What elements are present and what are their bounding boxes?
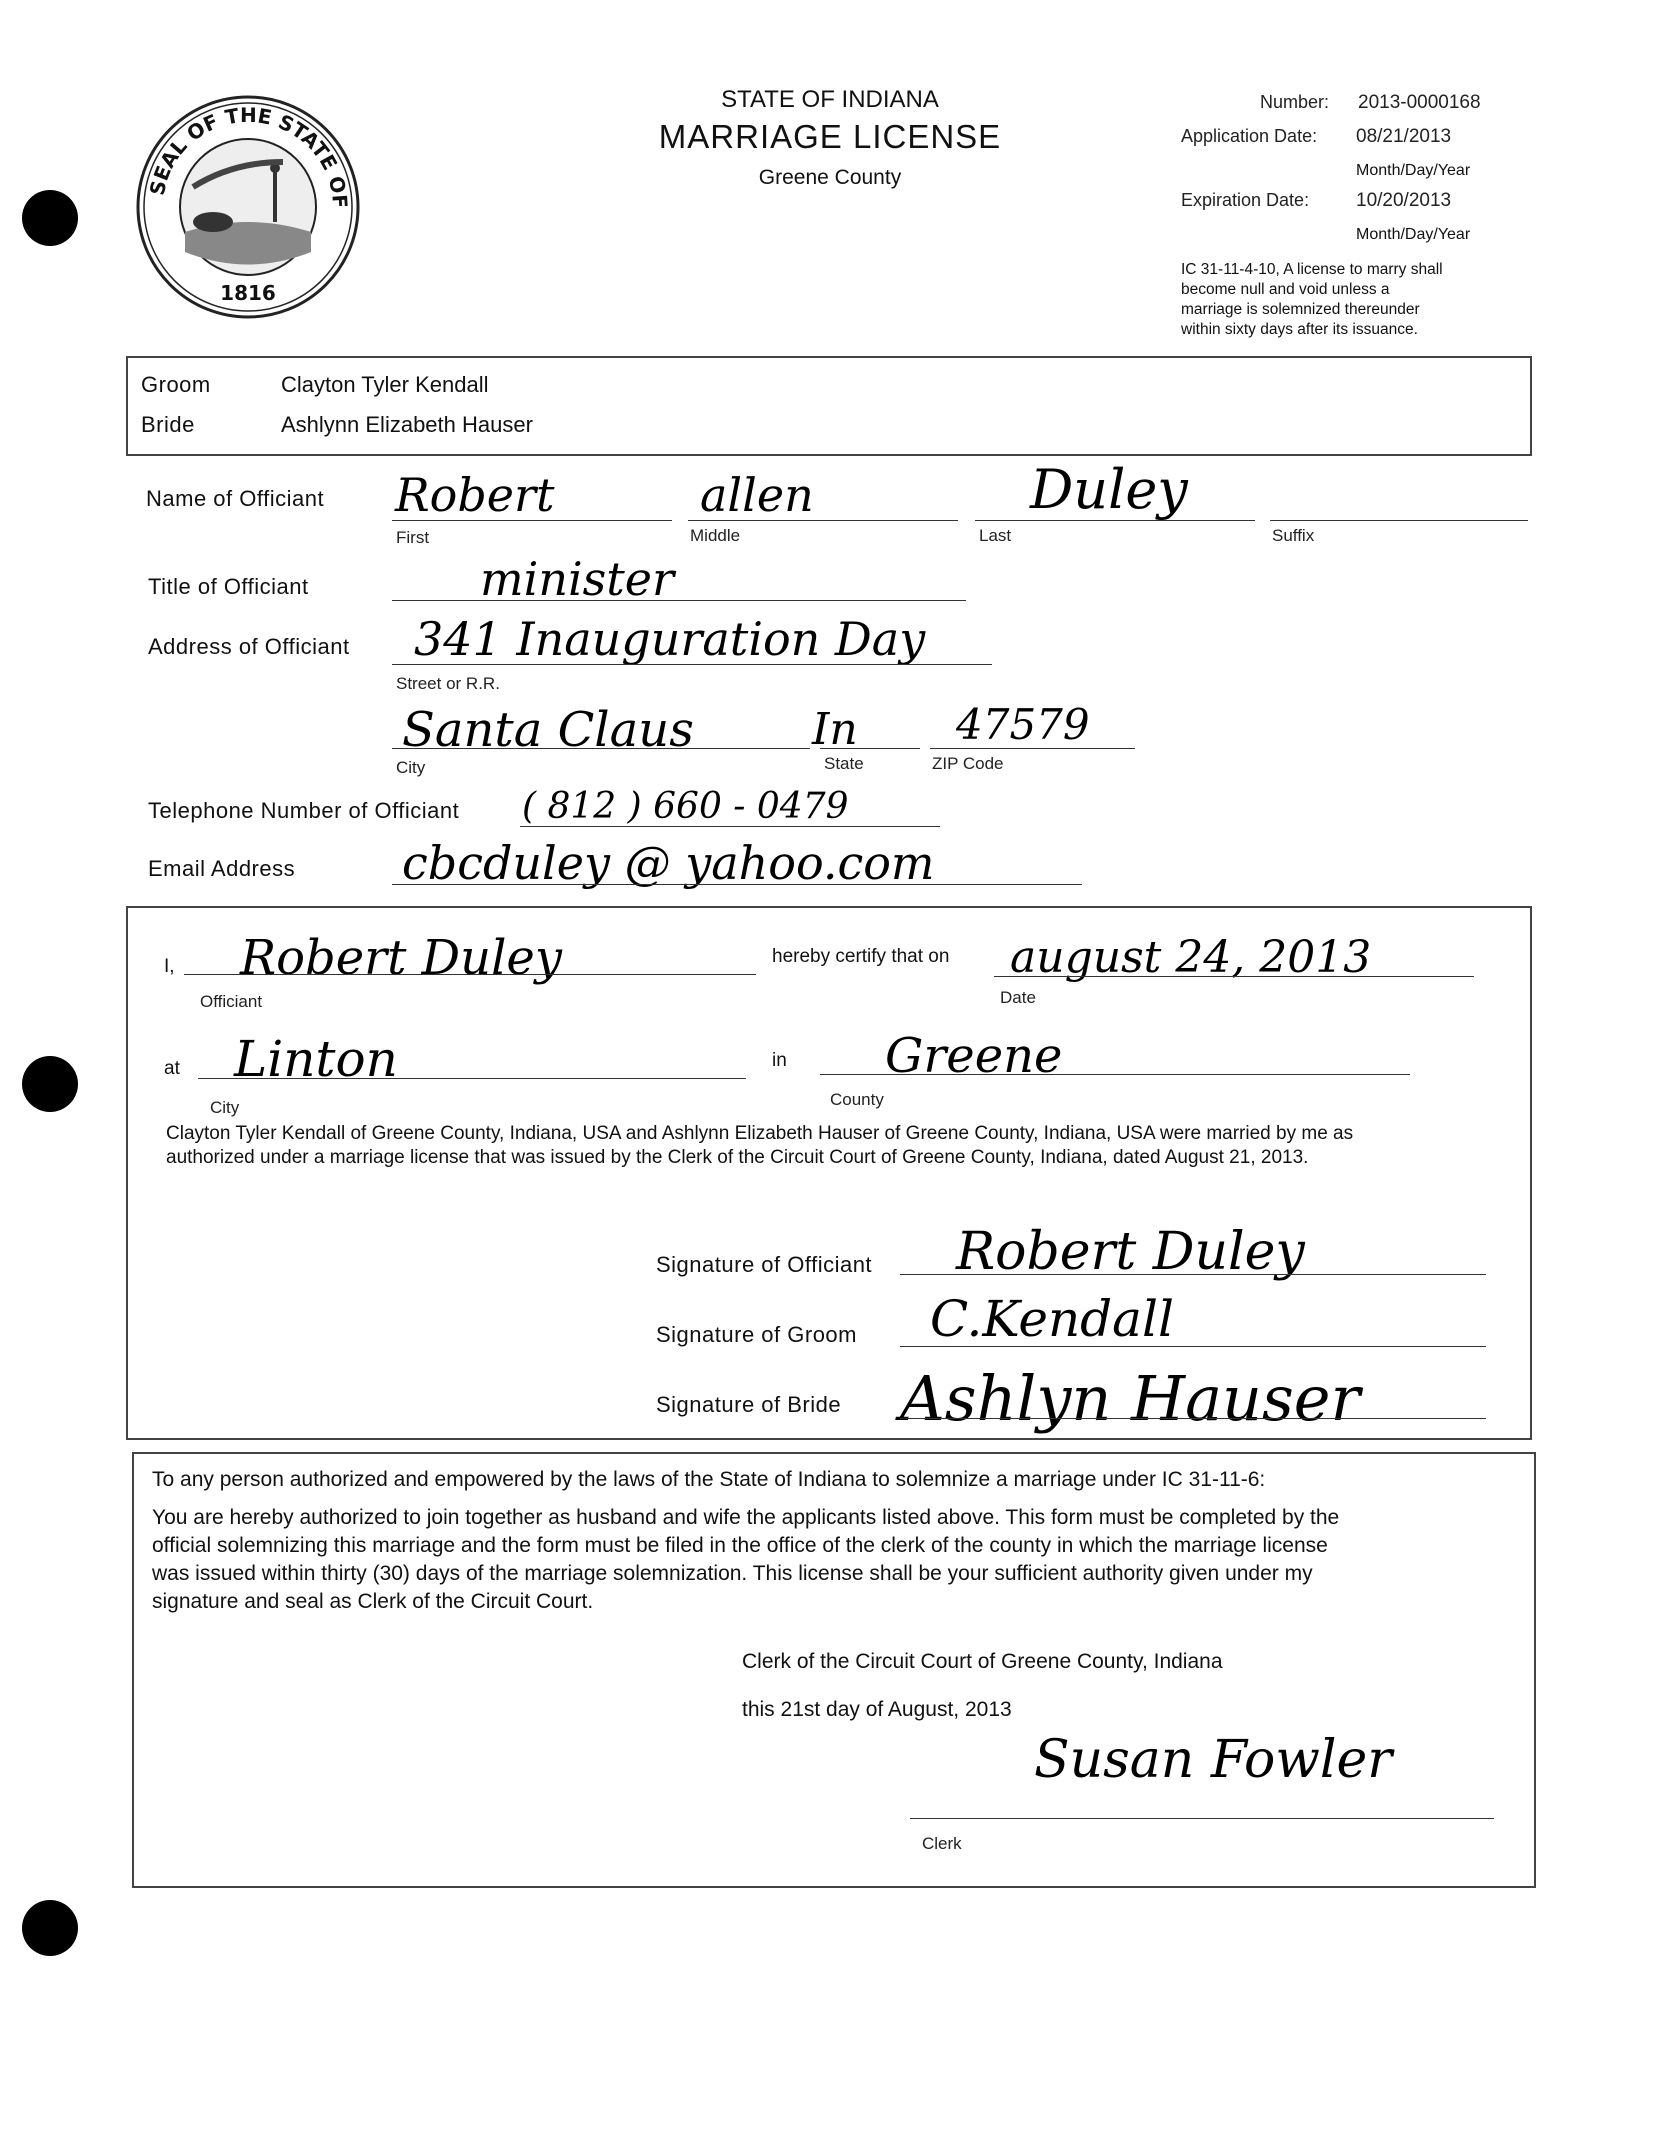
number-label: Number: bbox=[1260, 92, 1330, 112]
last-name-line bbox=[975, 520, 1255, 521]
authorization-line: official solemnizing this marriage and the form must be filed in the office of the clerk of the county in which the marriage license bbox=[152, 1534, 1328, 1557]
officiant-signature-label: Signature of Officiant bbox=[656, 1252, 873, 1277]
officiant-signature: Robert Duley bbox=[956, 1222, 1305, 1282]
marriage-county: Greene bbox=[885, 1028, 1063, 1084]
groom-signature: C.Kendall bbox=[930, 1290, 1174, 1348]
officiant-title-label: Title of Officiant bbox=[148, 574, 309, 599]
first-caption: First bbox=[396, 528, 430, 547]
officiant-signature-line bbox=[900, 1274, 1486, 1275]
certifying-officiant-line bbox=[184, 974, 756, 975]
i-label: I, bbox=[164, 956, 175, 977]
clerk-title: Clerk of the Circuit Court of Greene County, Indiana bbox=[742, 1650, 1223, 1673]
statute-line: within sixty days after its issuance. bbox=[1181, 321, 1418, 338]
officiant-name-label: Name of Officiant bbox=[146, 486, 325, 511]
marriage-county-line bbox=[820, 1074, 1410, 1075]
last-caption: Last bbox=[979, 526, 1012, 545]
email-line bbox=[392, 884, 1082, 885]
seal-text: SEAL OF THE STATE OF bbox=[144, 102, 353, 209]
groom-signature-label: Signature of Groom bbox=[656, 1322, 857, 1347]
bride-label: Bride bbox=[141, 412, 195, 437]
bride-signature-line bbox=[900, 1418, 1486, 1419]
officiant-zip: 47579 bbox=[956, 700, 1090, 749]
officiant-city: Santa Claus bbox=[402, 702, 694, 758]
date-format-caption: Month/Day/Year bbox=[1356, 226, 1471, 243]
officiant-caption: Officiant bbox=[200, 992, 263, 1011]
officiant-middle-name: allen bbox=[700, 468, 814, 522]
officiant-title-value: minister bbox=[480, 552, 674, 606]
phone-line bbox=[520, 826, 940, 827]
page-title: MARRIAGE LICENSE bbox=[658, 118, 1002, 155]
certificate-box bbox=[126, 906, 1532, 1440]
marriage-date: august 24, 2013 bbox=[1010, 932, 1372, 983]
authorization-body bbox=[152, 1504, 1522, 1616]
zip-caption: ZIP Code bbox=[932, 754, 1004, 773]
state-line bbox=[820, 748, 920, 749]
state-caption: State bbox=[824, 754, 864, 773]
officiant-last-name: Duley bbox=[1030, 458, 1188, 521]
punch-hole-middle bbox=[22, 1056, 78, 1112]
clerk-signature-line bbox=[910, 1818, 1494, 1819]
street-caption: Street or R.R. bbox=[396, 674, 500, 693]
number-value: 2013-0000168 bbox=[1358, 92, 1481, 113]
authorization-line: You are hereby authorized to join together as husband and wife the applicants listed above. This form must be completed by the bbox=[152, 1506, 1340, 1529]
state-heading: STATE OF INDIANA bbox=[721, 86, 939, 113]
suffix-line bbox=[1270, 520, 1528, 521]
title-line bbox=[392, 600, 966, 601]
statute-note bbox=[1181, 260, 1443, 340]
punch-hole-top bbox=[22, 190, 78, 246]
city-caption: City bbox=[396, 758, 426, 777]
clerk-signature: Susan Fowler bbox=[1034, 1730, 1393, 1790]
officiant-street: 341 Inauguration Day bbox=[414, 612, 926, 666]
middle-name-line bbox=[688, 520, 958, 521]
expiration-date-value: 10/20/2013 bbox=[1356, 190, 1452, 211]
statute-line: become null and void unless a bbox=[1181, 281, 1390, 298]
bride-signature-label: Signature of Bride bbox=[656, 1392, 842, 1417]
authorization-heading: To any person authorized and empowered by the laws of the State of Indiana to solemnize a marriage under IC 31-11-6: bbox=[152, 1468, 1266, 1491]
certify-text: hereby certify that on bbox=[772, 946, 950, 967]
middle-caption: Middle bbox=[690, 526, 741, 545]
groom-signature-line bbox=[900, 1346, 1486, 1347]
officiant-address-label: Address of Officiant bbox=[148, 634, 350, 659]
certificate-statement bbox=[166, 1122, 1353, 1170]
state-seal bbox=[133, 92, 363, 322]
application-date-label: Application Date: bbox=[1181, 126, 1318, 146]
at-label: at bbox=[164, 1058, 180, 1079]
authorization-line: signature and seal as Clerk of the Circuit Court. bbox=[152, 1590, 594, 1613]
statement-line: authorized under a marriage license that was issued by the Clerk of the Circuit Court of Greene County, Indiana, dated August 21, 2013. bbox=[166, 1147, 1309, 1168]
groom-label: Groom bbox=[141, 372, 211, 397]
city-line bbox=[392, 748, 810, 749]
marriage-city-line bbox=[198, 1078, 746, 1079]
bride-signature: Ashlyn Hauser bbox=[900, 1362, 1361, 1435]
statute-line: marriage is solemnized thereunder bbox=[1181, 301, 1420, 318]
officiant-phone-value: ( 812 ) 660 - 0479 bbox=[522, 786, 849, 827]
city-caption: City bbox=[210, 1098, 240, 1117]
clerk-caption: Clerk bbox=[922, 1834, 962, 1853]
date-caption: Date bbox=[1000, 988, 1036, 1007]
statute-line: IC 31-11-4-10, A license to marry shall bbox=[1181, 261, 1443, 278]
expiration-date-label: Expiration Date: bbox=[1181, 190, 1310, 210]
issue-date-text: this 21st day of August, 2013 bbox=[742, 1698, 1012, 1721]
punch-hole-bottom bbox=[22, 1900, 78, 1956]
authorization-line: was issued within thirty (30) days of the marriage solemnization. This license shall be your sufficient authority given under my bbox=[152, 1562, 1313, 1585]
street-line bbox=[392, 664, 992, 665]
first-name-line bbox=[392, 520, 672, 521]
statement-line: Clayton Tyler Kendall of Greene County, Indiana, USA and Ashlynn Elizabeth Hauser of Greene County, Indiana, USA were married by me as bbox=[166, 1123, 1354, 1144]
officiant-email-label: Email Address bbox=[148, 856, 296, 881]
date-line bbox=[994, 976, 1474, 977]
officiant-state: In bbox=[812, 704, 858, 755]
officiant-first-name: Robert bbox=[395, 468, 555, 522]
zip-line bbox=[930, 748, 1135, 749]
application-date-value: 08/21/2013 bbox=[1356, 126, 1452, 147]
county-caption: County bbox=[830, 1090, 884, 1109]
marriage-city: Linton bbox=[234, 1030, 398, 1088]
county-heading: Greene County bbox=[758, 166, 902, 189]
date-format-caption: Month/Day/Year bbox=[1356, 162, 1471, 179]
in-label: in bbox=[772, 1050, 787, 1071]
certifying-officiant: Robert Duley bbox=[240, 930, 562, 986]
couple-box bbox=[126, 356, 1532, 456]
groom-name: Clayton Tyler Kendall bbox=[281, 372, 489, 397]
officiant-email-value: cbcduley @ yahoo.com bbox=[402, 836, 935, 890]
bride-name: Ashlynn Elizabeth Hauser bbox=[281, 412, 533, 437]
officiant-phone-label: Telephone Number of Officiant bbox=[148, 798, 460, 823]
seal-year: 1816 bbox=[220, 281, 276, 305]
suffix-caption: Suffix bbox=[1272, 526, 1315, 545]
